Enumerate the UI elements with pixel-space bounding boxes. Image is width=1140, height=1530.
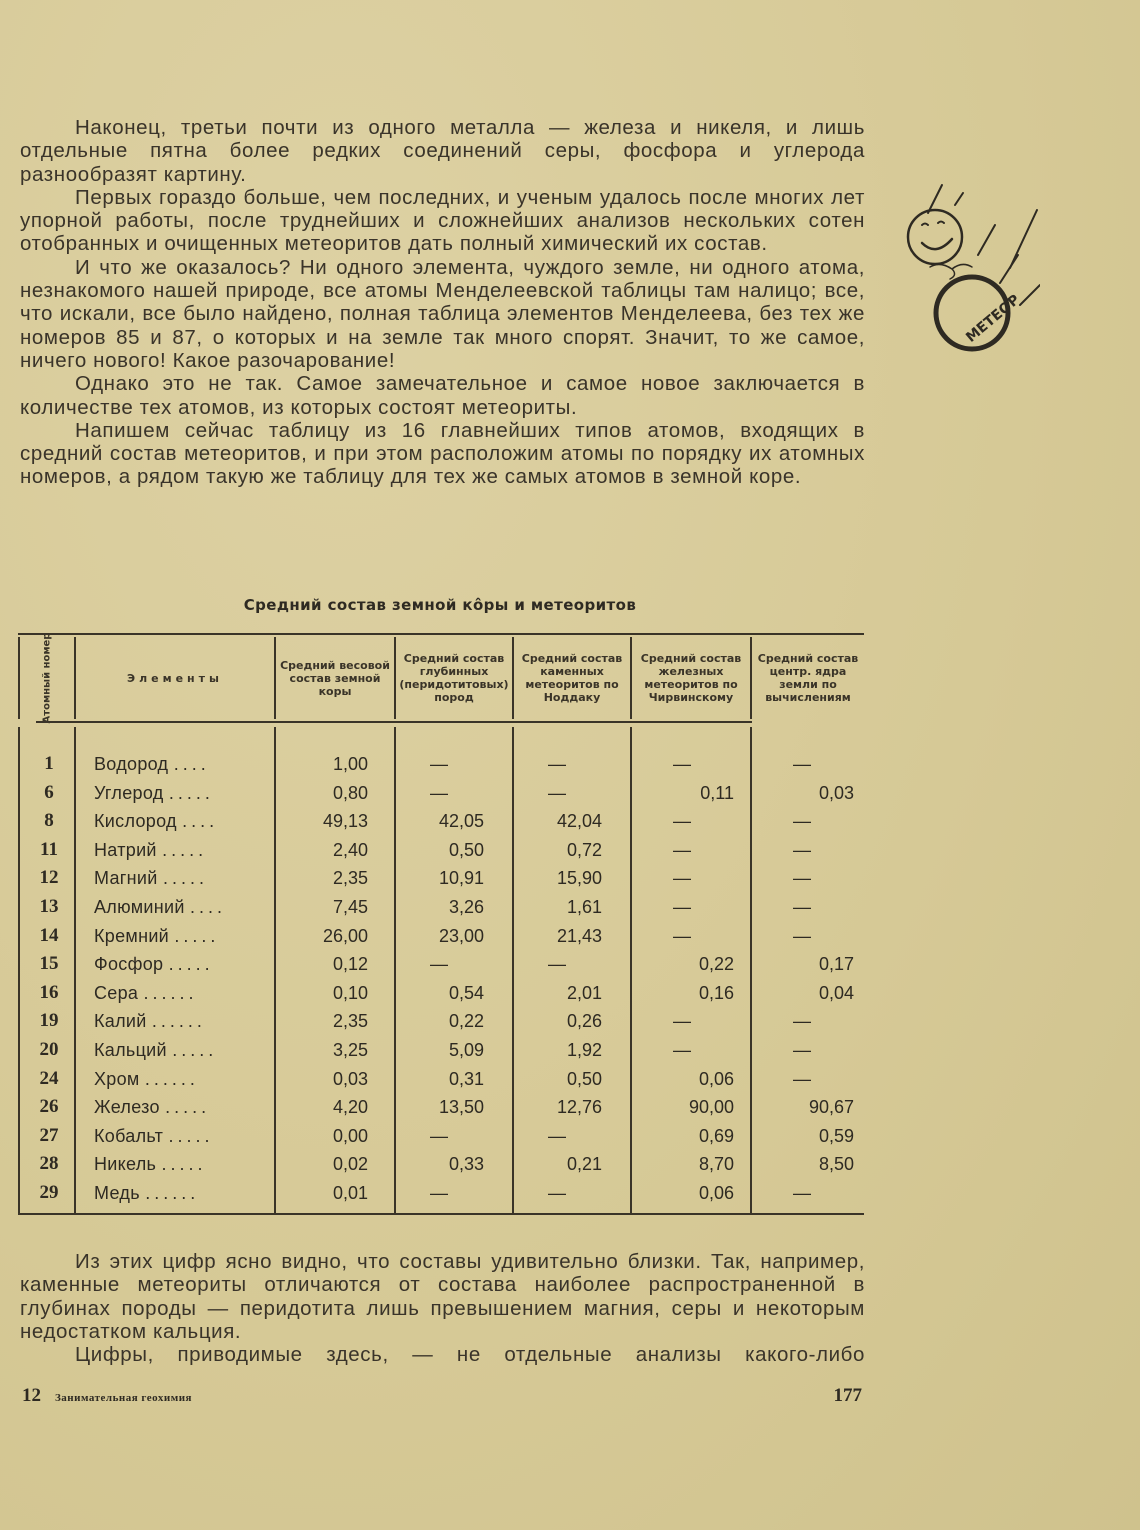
leader-dots: .... xyxy=(173,754,210,774)
peridotite-value-cell: 0,31 xyxy=(448,1068,484,1089)
atomic-number-cell: 29 xyxy=(39,1181,59,1203)
crust-value-cell: 4,20 xyxy=(332,1097,368,1118)
atomic-number-cell: 14 xyxy=(39,924,59,946)
core-value-cell: — xyxy=(793,811,811,832)
atomic-number-cell: 6 xyxy=(44,781,54,803)
element-name-cell xyxy=(94,979,272,1007)
core-value-cell: 0,04 xyxy=(818,982,854,1003)
stony-value-cell: 1,61 xyxy=(566,896,602,917)
stony-value-cell: 0,50 xyxy=(566,1068,602,1089)
iron-value-cell: 0,22 xyxy=(698,954,734,975)
iron-value-cell: — xyxy=(673,754,691,774)
element-name: Натрий xyxy=(94,839,157,860)
table-row xyxy=(18,1150,864,1179)
smiling-meteor-icon xyxy=(900,175,1040,355)
element-name: Железо xyxy=(94,1097,160,1118)
stony-value-cell: 12,76 xyxy=(556,1097,602,1118)
paragraph: И что же оказалось? Ни одного элемента, чуждого земле, ни одного атома, незнакомого нашей природе, все атомы Менделеевской таблицы там налицо; все, что искали, все было найдено, полная таблица элементов Менделеева, без тех же номеров 85 и 87, о которых и на земле так много спорят. Значит, то же самое, ничего нового! Какое разочарование! xyxy=(20,255,865,372)
element-name: Магний xyxy=(94,868,158,889)
paragraph: Однако это не так. Самое замечательное и самое новое заключается в количестве тех атомов, из которых состоят метеориты. xyxy=(20,372,865,419)
core-value-cell: — xyxy=(793,754,811,774)
peridotite-value-cell: — xyxy=(430,754,448,774)
iron-value-cell: 0,11 xyxy=(700,782,734,803)
crust-value-cell: 0,80 xyxy=(332,782,368,803)
table-row xyxy=(18,979,864,1008)
table-top-rule xyxy=(18,633,864,635)
table-row xyxy=(18,836,864,865)
stony-value-cell: — xyxy=(548,1182,566,1203)
iron-value-cell: — xyxy=(673,868,691,889)
element-name: Водород xyxy=(94,754,169,774)
leader-dots: ..... xyxy=(162,839,208,860)
header-rule xyxy=(36,721,752,723)
crust-value-cell: 0,02 xyxy=(332,1154,368,1175)
element-name-cell xyxy=(94,950,272,978)
core-value-cell: — xyxy=(793,1011,811,1032)
leader-dots: ..... xyxy=(172,1039,218,1060)
header-earth-core: Средний состав центр. ядра земли по вычислениям xyxy=(757,652,859,704)
table-row xyxy=(18,864,864,893)
atomic-number-cell: 26 xyxy=(39,1096,59,1118)
peridotite-value-cell: — xyxy=(430,782,448,803)
page-footer xyxy=(22,1385,862,1407)
element-name: Кремний xyxy=(94,925,170,946)
table-row xyxy=(18,1036,864,1065)
stony-value-cell: 1,92 xyxy=(566,1039,602,1060)
header-stony-meteorites: Средний состав каменных метеоритов по Ноддаку xyxy=(521,652,623,704)
peridotite-value-cell: 0,50 xyxy=(448,839,484,860)
signature-mark: 12 xyxy=(22,1385,41,1406)
iron-value-cell: 0,16 xyxy=(698,982,734,1003)
table-row xyxy=(18,893,864,922)
iron-value-cell: — xyxy=(673,1011,691,1032)
leader-dots: ..... xyxy=(162,868,208,889)
iron-value-cell: 90,00 xyxy=(688,1097,734,1118)
element-name-cell xyxy=(94,922,272,950)
stony-value-cell: 0,21 xyxy=(566,1154,602,1175)
peridotite-value-cell: 0,54 xyxy=(448,982,484,1003)
core-value-cell: — xyxy=(793,896,811,917)
core-value-cell: 0,03 xyxy=(818,782,854,803)
crust-value-cell: 2,35 xyxy=(332,868,368,889)
element-name: Кальций xyxy=(94,1039,167,1060)
atomic-number-cell: 24 xyxy=(39,1067,59,1089)
header-atomic-number: Атомный номер xyxy=(41,632,53,724)
page-number: 177 xyxy=(833,1385,862,1406)
core-value-cell: 90,67 xyxy=(808,1097,854,1118)
atomic-number-cell: 11 xyxy=(40,838,58,860)
leader-dots: ..... xyxy=(165,1097,211,1118)
element-name: Никель xyxy=(94,1154,157,1175)
crust-value-cell: 1,00 xyxy=(332,754,368,774)
element-name-cell xyxy=(94,1036,272,1064)
stony-value-cell: 2,01 xyxy=(566,982,602,1003)
element-name-cell xyxy=(94,779,272,807)
leader-dots: ..... xyxy=(161,1154,207,1175)
table-row xyxy=(18,1093,864,1122)
svg-text:МЕТЕОР: МЕТЕОР xyxy=(963,291,1024,346)
leader-dots: ...... xyxy=(143,982,198,1003)
atomic-number-cell: 16 xyxy=(39,981,59,1003)
leader-dots: ...... xyxy=(145,1182,200,1203)
element-name-cell xyxy=(94,864,272,892)
table-row xyxy=(18,779,864,808)
core-value-cell: — xyxy=(793,1182,811,1203)
leader-dots: .... xyxy=(182,811,219,832)
atomic-number-cell: 13 xyxy=(39,895,59,917)
book-title: Занимательная геохимия xyxy=(55,1392,193,1404)
peridotite-value-cell: 42,05 xyxy=(438,811,484,832)
core-value-cell: — xyxy=(793,868,811,889)
element-name: Алюминий xyxy=(94,896,185,917)
stony-value-cell: 42,04 xyxy=(556,811,602,832)
peridotite-value-cell: 0,22 xyxy=(448,1011,484,1032)
stony-value-cell: 0,26 xyxy=(566,1011,602,1032)
crust-value-cell: 0,10 xyxy=(332,982,368,1003)
paragraph: Из этих цифр ясно видно, что составы удивительно близки. Так, например, каменные метеориты отличаются от состава наиболее распространенной в глубинах породы — перидотита лишь превышением магния, серы и некоторым недостатком кальция. xyxy=(20,1250,865,1343)
element-name-cell xyxy=(94,750,272,778)
element-name-cell xyxy=(94,836,272,864)
iron-value-cell: 0,69 xyxy=(698,1125,734,1146)
iron-value-cell: — xyxy=(673,896,691,917)
core-value-cell: — xyxy=(793,925,811,946)
leader-dots: .... xyxy=(190,896,227,917)
stony-value-cell: 21,43 xyxy=(556,925,602,946)
core-value-cell: — xyxy=(793,1068,811,1089)
iron-value-cell: 0,06 xyxy=(698,1068,734,1089)
element-name-cell xyxy=(94,893,272,921)
crust-value-cell: 0,00 xyxy=(332,1125,368,1146)
element-name-cell xyxy=(94,1122,272,1150)
element-name: Фосфор xyxy=(94,954,164,975)
peridotite-value-cell: — xyxy=(430,954,448,975)
crust-value-cell: 2,40 xyxy=(332,839,368,860)
atomic-number-cell: 27 xyxy=(39,1124,59,1146)
stony-value-cell: — xyxy=(548,1125,566,1146)
iron-value-cell: 0,06 xyxy=(698,1182,734,1203)
stony-value-cell: — xyxy=(548,754,566,774)
crust-value-cell: 2,35 xyxy=(332,1011,368,1032)
element-name-cell xyxy=(94,1007,272,1035)
table-row xyxy=(18,1179,864,1208)
atomic-number-cell: 8 xyxy=(44,810,54,832)
element-name-cell xyxy=(94,1150,272,1178)
table-row xyxy=(18,1065,864,1094)
peridotite-value-cell: 13,50 xyxy=(438,1097,484,1118)
table-row xyxy=(18,922,864,951)
atomic-number-cell: 20 xyxy=(39,1038,59,1060)
element-name-cell xyxy=(94,1179,272,1207)
element-name: Калий xyxy=(94,1011,147,1032)
element-name: Хром xyxy=(94,1068,140,1089)
table-bottom-rule xyxy=(18,1213,864,1215)
header-peridotite: Средний состав глубинных (перидотитовых) пород xyxy=(399,652,509,704)
stony-value-cell: 15,90 xyxy=(556,868,602,889)
leader-dots: ..... xyxy=(168,1125,214,1146)
element-name: Кислород xyxy=(94,811,177,832)
peridotite-value-cell: 5,09 xyxy=(448,1039,484,1060)
leader-dots: ..... xyxy=(168,954,214,975)
stony-value-cell: — xyxy=(548,782,566,803)
element-name-cell xyxy=(94,1065,272,1093)
core-value-cell: 0,17 xyxy=(818,954,854,975)
iron-value-cell: — xyxy=(673,1039,691,1060)
iron-value-cell: — xyxy=(673,811,691,832)
leader-dots: ..... xyxy=(174,925,220,946)
element-name: Углерод xyxy=(94,782,164,803)
element-name: Кобальт xyxy=(94,1125,164,1146)
crust-value-cell: 3,25 xyxy=(332,1039,368,1060)
atomic-number-cell: 12 xyxy=(39,867,59,889)
leader-dots: ..... xyxy=(168,782,214,803)
element-name: Медь xyxy=(94,1182,140,1203)
header-crust: Средний весовой состав земной коры xyxy=(280,658,390,698)
element-name-cell xyxy=(94,1093,272,1121)
header-elements: Элементы xyxy=(127,671,223,685)
core-value-cell: 0,59 xyxy=(818,1125,854,1146)
iron-value-cell: — xyxy=(673,925,691,946)
table-row xyxy=(18,950,864,979)
peridotite-value-cell: 23,00 xyxy=(438,925,484,946)
leader-dots: ...... xyxy=(151,1011,206,1032)
iron-value-cell: — xyxy=(673,839,691,860)
peridotite-value-cell: 10,91 xyxy=(438,868,484,889)
header-iron-meteorites: Средний состав железных метеоритов по Чирвинскому xyxy=(640,652,742,704)
paragraph: Наконец, третьи почти из одного металла — железа и никеля, и лишь отдельные пятна более редких соединений серы, фосфора и углерода разнообразят картину. xyxy=(20,116,865,186)
table-row xyxy=(18,807,864,836)
crust-value-cell: 26,00 xyxy=(322,925,368,946)
meteor-illustration xyxy=(900,175,1040,355)
table-row xyxy=(18,750,864,779)
peridotite-value-cell: — xyxy=(430,1125,448,1146)
atomic-number-cell: 19 xyxy=(39,1010,59,1032)
stony-value-cell: 0,72 xyxy=(566,839,602,860)
stony-value-cell: — xyxy=(548,954,566,975)
peridotite-value-cell: 3,26 xyxy=(448,896,484,917)
atomic-number-cell: 28 xyxy=(39,1153,59,1175)
atomic-number-cell: 15 xyxy=(39,953,59,975)
paragraph: Напишем сейчас таблицу из 16 главнейших типов атомов, входящих в средний состав метеоритов, и при этом расположим атомы по порядку их атомных номеров, а рядом такую же таблицу для тех же самых атомов в земной коре. xyxy=(20,418,865,489)
crust-value-cell: 0,12 xyxy=(332,954,368,975)
core-value-cell: — xyxy=(793,1039,811,1060)
table-body xyxy=(18,750,864,1208)
peridotite-value-cell: 0,33 xyxy=(448,1154,484,1175)
iron-value-cell: 8,70 xyxy=(698,1154,734,1175)
peridotite-value-cell: — xyxy=(430,1182,448,1203)
table-title: Средний состав земной кôры и метеоритов xyxy=(243,596,637,614)
crust-value-cell: 0,03 xyxy=(332,1068,368,1089)
core-value-cell: 8,50 xyxy=(818,1154,854,1175)
atomic-number-cell: 1 xyxy=(44,753,54,774)
leader-dots: ...... xyxy=(144,1068,199,1089)
crust-value-cell: 49,13 xyxy=(322,811,368,832)
element-name-cell xyxy=(94,807,272,835)
core-value-cell: — xyxy=(793,839,811,860)
crust-value-cell: 7,45 xyxy=(332,896,368,917)
element-name: Сера xyxy=(94,982,139,1003)
paragraph: Первых гораздо больше, чем последних, и ученым удалось после многих лет упорной работы, после труднейших и сложнейших анализов нескольких сотен отобранных и очищенных метеоритов дать полный химический их состав. xyxy=(20,185,865,256)
body-text-bottom xyxy=(20,1250,865,1366)
paragraph: Цифры, приводимые здесь, — не отдельные анализы какого-либо xyxy=(75,1343,865,1367)
crust-value-cell: 0,01 xyxy=(332,1182,368,1203)
table-row xyxy=(18,1122,864,1151)
table-row xyxy=(18,1007,864,1036)
body-text-top xyxy=(20,116,865,489)
